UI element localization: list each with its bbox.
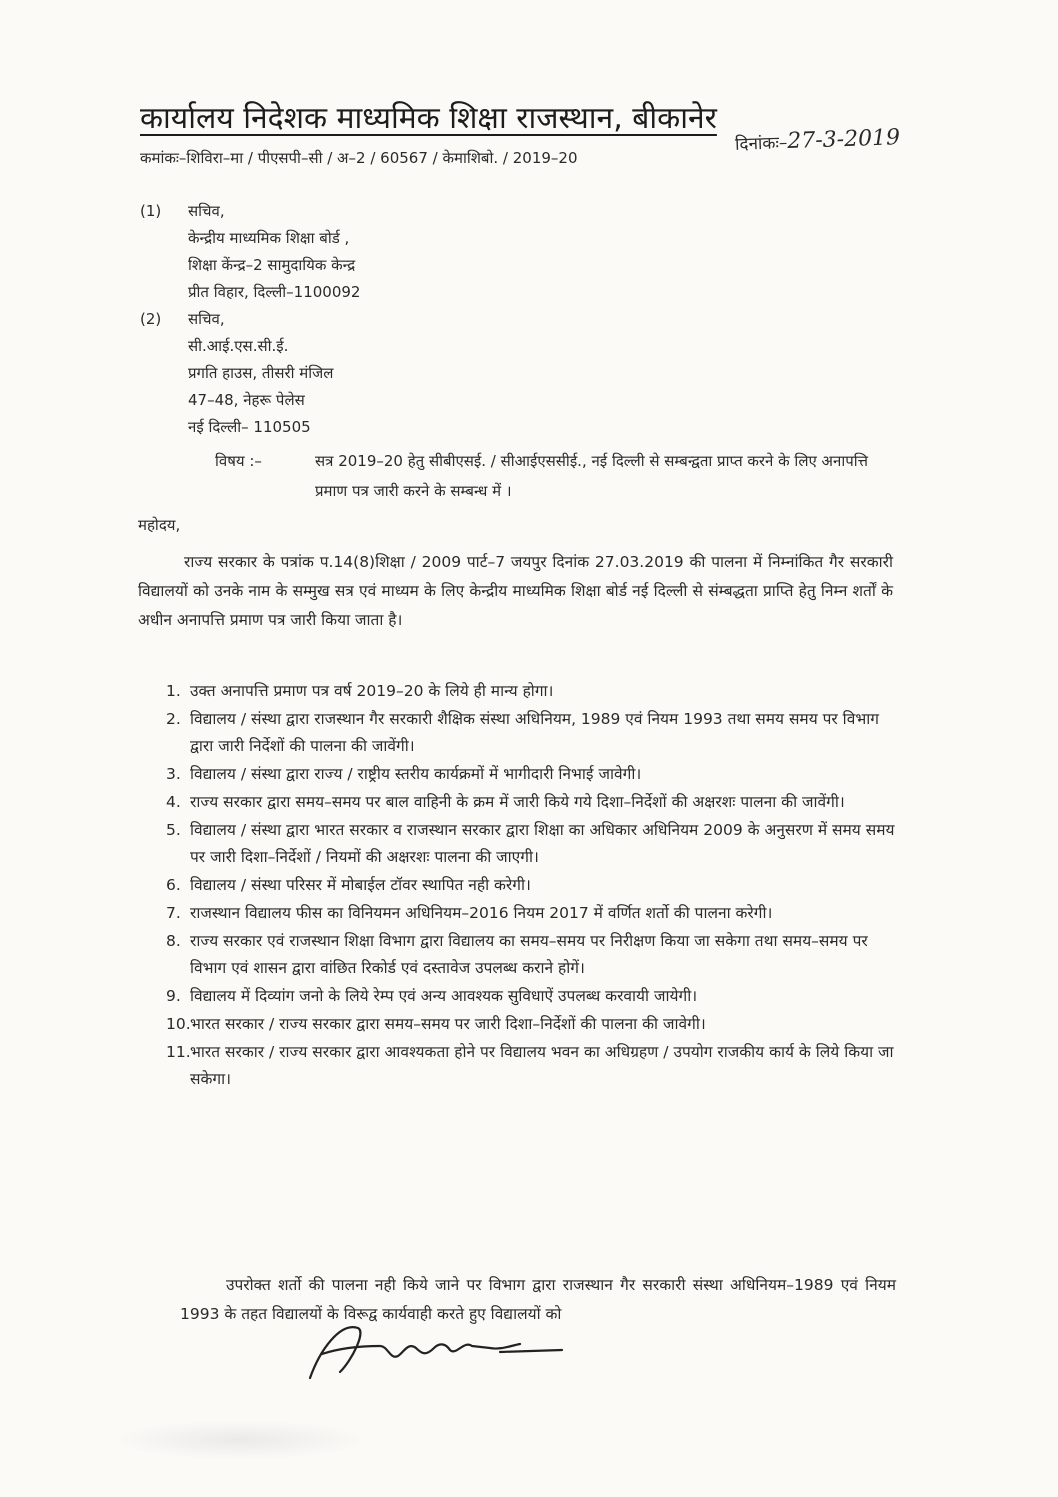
subject-label: विषय :– — [215, 452, 262, 470]
item-number: 4. — [166, 793, 181, 811]
item-number: 5. — [166, 821, 181, 839]
recipient-line: प्रीत विहार, दिल्ली–1100092 — [188, 283, 361, 301]
recipient-line: सचिव, — [188, 310, 225, 328]
list-item — [166, 678, 896, 705]
list-item — [166, 1039, 896, 1093]
item-number: 9. — [166, 987, 181, 1005]
body-paragraph: राज्य सरकार के पत्रांक प.14(8)शिक्षा / 2009 पार्ट–7 जयपुर दिनांक 27.03.2019 की पालना में निम्नांकित गैर सरकारी विद्यालयों को उनके नाम के सम्मुख सत्र एवं माध्यम के लिए केन्द्रीय माध्यमिक शिक्षा बोर्ड नई दिल्ली से संम्बद्धता प्राप्ति हेतु निम्न शर्तों के अधीन अनापत्ति प्रमाण पत्र जारी किया जाता है। — [138, 553, 893, 629]
item-number: 6. — [166, 876, 181, 894]
list-item — [166, 872, 896, 899]
list-item — [166, 928, 896, 982]
recipient-number: (2) — [140, 310, 162, 328]
item-number: 8. — [166, 932, 181, 950]
handwritten-date: 27-3-2019 — [786, 125, 901, 155]
list-item — [166, 983, 896, 1010]
subject-text: सत्र 2019–20 हेतु सीबीएसई. / सीआईएससीई., नई दिल्ली से सम्बन्द्वता प्राप्त करने के लिए अनापत्ति प्रमाण पत्र जारी करने के सम्बन्ध में । — [315, 452, 868, 500]
item-text: विद्यालय / संस्था द्वारा भारत सरकार व राजस्थान सरकार द्वारा शिक्षा का अधिकार अधिनियम 2009 के अनुसरण में समय समय पर जारी दिशा–निर्देशों / नियमों की अक्षरशः पालना की जाएगी। — [190, 821, 895, 866]
recipient-line: सचिव, — [188, 202, 225, 220]
item-text: उक्त अनापत्ति प्रमाण पत्र वर्ष 2019–20 के लिये ही मान्य होगा। — [190, 682, 554, 700]
item-text: भारत सरकार / राज्य सरकार द्वारा आवश्यकता होने पर विद्यालय भवन का अधिग्रहण / उपयोग राजकीय कार्य के लिये किया जा सकेगा। — [190, 1043, 894, 1088]
date-block — [735, 125, 901, 156]
signature-icon — [300, 1310, 580, 1390]
date-label: दिनांकः– — [734, 133, 788, 155]
item-text: विद्यालय में दिव्यांग जनो के लिये रेम्प एवं अन्य आवश्यक सुविधाऐं उपलब्ध करवायी जायेगी। — [190, 987, 698, 1005]
item-number: 3. — [166, 765, 181, 783]
scan-smudge — [110, 1420, 370, 1460]
item-text: विद्यालय / संस्था परिसर में मोबाईल टॉवर स्थापित नही करेगी। — [190, 876, 531, 894]
item-text: राज्य सरकार द्वारा समय–समय पर बाल वाहिनी के क्रम में जारी किये गये दिशा–निर्देशों की अक्षरशः पालना की जावेंगी। — [190, 793, 845, 811]
item-text: भारत सरकार / राज्य सरकार द्वारा समय–समय पर जारी दिशा–निर्देशों की पालना की जावेगी। — [190, 1015, 706, 1033]
item-number: 11. — [166, 1043, 191, 1061]
conditions-list — [166, 678, 896, 1094]
list-item — [166, 1011, 896, 1038]
recipient-line: नई दिल्ली– 110505 — [188, 418, 311, 436]
recipient-line: सी.आई.एस.सी.ई. — [188, 337, 289, 355]
list-item — [166, 789, 896, 816]
recipient-line: 47–48, नेहरू पेलेस — [188, 391, 305, 409]
item-text: विद्यालय / संस्था द्वारा राज्य / राष्ट्रीय स्तरीय कार्यक्रमों में भागीदारी निभाई जावेगी। — [190, 765, 642, 783]
item-text: राजस्थान विद्यालय फीस का विनियमन अधिनियम–2016 नियम 2017 में वर्णित शर्तो की पालना करेगी। — [190, 904, 773, 922]
item-text: राज्य सरकार एवं राजस्थान शिक्षा विभाग द्वारा विद्यालय का समय–समय पर निरीक्षण किया जा सकेगा तथा समय–समय पर विभाग एवं शासन द्वारा वांछित रिकोर्ड एवं दस्तावेज उपलब्ध कराने होगें। — [190, 932, 868, 977]
item-number: 10. — [166, 1015, 191, 1033]
item-number: 2. — [166, 710, 181, 728]
salutation: महोदय, — [138, 516, 181, 534]
closing-paragraph: उपरोक्त शर्तो की पालना नही किये जाने पर विभाग द्वारा राजस्थान गैर सरकारी संस्था अधिनियम–1989 एवं नियम 1993 के तहत विद्यालयों के विरूद्व कार्यवाही करते हुए विद्यालयों को — [180, 1276, 896, 1323]
recipient-line: केन्द्रीय माध्यमिक शिक्षा बोर्ड , — [188, 229, 350, 247]
list-item — [166, 900, 896, 927]
item-number: 7. — [166, 904, 181, 922]
reference-number: कमांकः–शिविरा–मा / पीएसपी–सी / अ–2 / 60567 / केमाशिबो. / 2019–20 — [140, 149, 578, 167]
item-text: विद्यालय / संस्था द्वारा राजस्थान गैर सरकारी शैक्षिक संस्था अधिनियम, 1989 एवं नियम 1993 तथा समय समय पर विभाग द्वारा जारी निर्देशों की पालना की जावेंगी। — [190, 710, 879, 755]
list-item — [166, 706, 896, 760]
office-title: कार्यालय निदेशक माध्यमिक शिक्षा राजस्थान, बीकानेर — [140, 101, 717, 136]
recipient-number: (1) — [140, 202, 162, 220]
recipient-line: प्रगति हाउस, तीसरी मंजिल — [188, 364, 334, 382]
item-number: 1. — [166, 682, 181, 700]
recipient-line: शिक्षा केंन्द्र–2 सामुदायिक केन्द्र — [188, 256, 356, 274]
list-item — [166, 761, 896, 788]
list-item — [166, 817, 896, 871]
